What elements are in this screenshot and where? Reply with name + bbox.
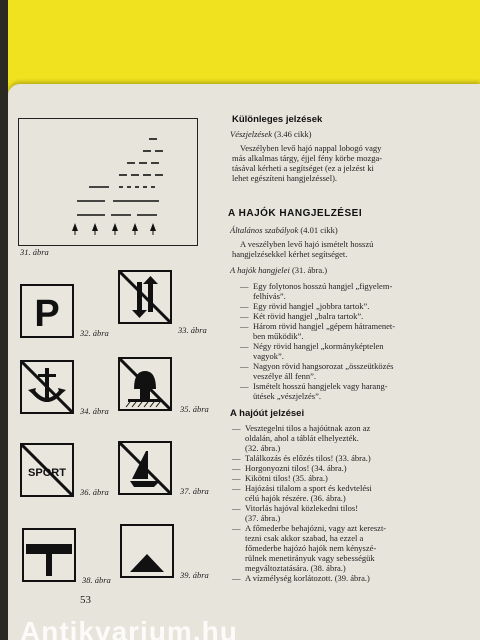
sign-no-mooring-bollard [118,357,172,411]
sign-caption: 34. ábra [80,406,109,416]
subheading-italic: Általános szabályok [230,225,299,235]
book-photo: 31. ábra P 32. ábra 33. ábra 34. ábra 35. ábra SPORT 36. ábra 37. ábra 38. ábra 39. ábra Különleges jelzések Vészjelzések (3.46 cikk) Veszélyben levő hajó nappal lobogó vagy más alkalmas tárgy, éjjel fény körbe mozga- tásával kérheti a segítséget (ez a jelzést ki lehet egészíteni hangjelzéssel). A HAJÓK HANGJELZÉSEI Általános szabályok (4.01 cikk) A veszélyben levő hajó ismételt hosszú hangjelzésekkel kérhet segítséget. A hajók hangjelei (31. ábra.) — Egy folytonos hosszú hangjel „figyelem- felhívás”. — Egy rövid hangjel „jobbra tartok”. — Két rövid hangjel „balra tartok”. — Három rövid hangjel „gépem hátramenet- ben működik”. — Négy rövid hangjel „kormányképtelen vagyok”. — Nagyon rövid hangsorozat „összeütközés veszélye áll fenn”. — Ismételt hosszú hangjelek vagy harang- ütések „vészjelzés”. A hajóút jelzései — Vesztegelni tilos a hajóútnak azon az oldalán, ahol a táblát elhelyezték. (32. ábra.) — Találkozás és előzés tilos! (33. ábra.) — Horgonyozni tilos! (34. ábra.) — Kikötni tilos! (35. ábra.) — Hajózási tilalom a sport és kedvtelési célú hajók részére. (36. ábra.) — Vitorlás hajóval közlekedni tilos! (37. ábra.) — A főmederbe behajózni, vagy azt kereszt- tezni csak akkor szabad, ha ezzel a főmederbe hajózó hajók nem kényszé- rülnek menetirányuk vagy sebességük megváltoztatására. (38. ábra.) — A vízmélység korlátozott. (39. ábra.) 53 Antikvarium.hu [0,0,480,640]
list-item-line: célú hajók részére. (36. ábra.) [245,493,346,503]
list-item-line: ben működik”. [253,331,304,341]
list-item-line: Egy folytonos hosszú hangjel „figyelem- [253,281,393,291]
parking-p-icon [22,286,72,336]
sign-caption: 33. ábra [178,325,207,335]
sign-caption: 35. ábra [180,404,209,414]
list-item-line: Három rövid hangjel „gépem hátramenet- [253,321,396,331]
list-item-line: felhívás”. [253,291,286,301]
sign-no-sport [20,443,74,497]
sign-sport-text: SPORT [28,467,66,479]
subheading-ref: (4.01 cikk) [300,225,338,235]
sport-crossed-icon [22,445,72,495]
list-item-line: veszélye áll fenn”. [253,371,317,381]
bollard-icon [120,359,170,409]
sign-caption: 38. ábra [82,575,111,585]
list-item-line: tezni csak akkor szabad, ha ezzel a [245,533,364,543]
list-item-line: Egy rövid hangjel „jobbra tartok”. [253,301,370,311]
sign-letter: P [34,293,60,335]
subheading [230,130,311,140]
subheading-italic: Vészjelzések [230,129,273,139]
list-item-line: Ismételt hosszú hangjelek vagy harang- [253,381,388,391]
list-item-line: Nagyon rövid hangsorozat „összeütközés [253,361,394,371]
list-item-line: ütések „vészjelzés”. [253,391,321,401]
list-intro [230,266,327,276]
book-spine-edge [0,0,8,640]
sign-no-anchoring [20,360,74,414]
barrier-icon [24,530,74,580]
list-intro-italic: A hajók hangjelei [230,265,290,275]
paragraph-line: hangjelzésekkel kérhet segítséget. [232,249,348,259]
list-item-line: (32. ábra.) [245,443,281,453]
sailboat-icon [120,443,170,493]
list-item-line: Két rövid hangjel „balra tartok”. [253,311,364,321]
paragraph-line: más alkalmas tárgy, éjjel fény körbe mozga- [232,153,383,163]
list-item-line: Négy rövid hangjel „kormányképtelen [253,341,384,351]
sign-caption: 32. ábra [80,328,109,338]
list-item-line: oldalán, ahol a táblát elhelyezték. [245,433,359,443]
list-item-line: vagyok”. [253,351,284,361]
section-heading: A hajóút jelzései [230,408,305,419]
list-item-line: Kikötni tilos! (35. ábra.) [245,473,328,483]
subheading-ref: (3.46 cikk) [274,129,312,139]
sign-caption: 36. ábra [80,487,109,497]
watermark: Antikvarium.hu [20,616,238,640]
sound-signal-diagram [18,118,198,246]
page-number: 53 [80,594,91,606]
paragraph-line: tásával kérheti a segítséget (ez a jelzést ki [232,163,374,173]
sign-no-overtaking [118,270,172,324]
list-item-line: Hajózási tilalom a sport és kedvtelési [245,483,372,493]
list-item-line: főmederbe hajózó hajók nem kényszé- [245,543,377,553]
list-item-line: Horgonyozni tilos! (34. ábra.) [245,463,347,473]
list-item-line: A vízmélység korlátozott. (39. ábra.) [245,573,370,583]
list-item-line: Találkozás és előzés tilos! (33. ábra.) [245,453,371,463]
sign-no-sailing [118,441,172,495]
subheading [230,226,338,236]
list-item-line: rülnek menetirányuk vagy sebességük [245,553,375,563]
sign-main-channel [22,528,76,582]
list-item-line: Vitorlás hajóval közlekedni tilos! [245,503,359,513]
section-heading: Különleges jelzések [232,114,323,125]
list-item-line: A főmederbe behajózni, vagy azt kereszt- [245,523,387,533]
anchor-icon [22,362,72,412]
figure-31-caption: 31. ábra [20,247,49,257]
sign-caption: 37. ábra [180,486,209,496]
paragraph-line: Veszélyben levő hajó nappal lobogó vagy [240,143,382,153]
sign-limited-depth [120,524,174,578]
list-item-line: megváltoztatására. (38. ábra.) [245,563,346,573]
triangle-icon [122,526,172,576]
list-item-line: (37. ábra.) [245,513,281,523]
paragraph-line: A veszélyben levő hajó ismételt hosszú [240,239,374,249]
two-way-arrows-icon [120,272,170,322]
list-intro-ref: (31. ábra.) [291,265,328,275]
section-heading: A HAJÓK HANGJELZÉSEI [228,208,363,219]
yellow-cover-edge [0,0,480,92]
paragraph-line: lehet egészíteni hangjelzéssel). [232,173,338,183]
list-item-line: Vesztegelni tilos a hajóútnak azon az [245,423,371,433]
sound-signal-bars [19,119,197,245]
sign-caption: 39. ábra [180,570,209,580]
sign-no-mooring [20,284,74,338]
